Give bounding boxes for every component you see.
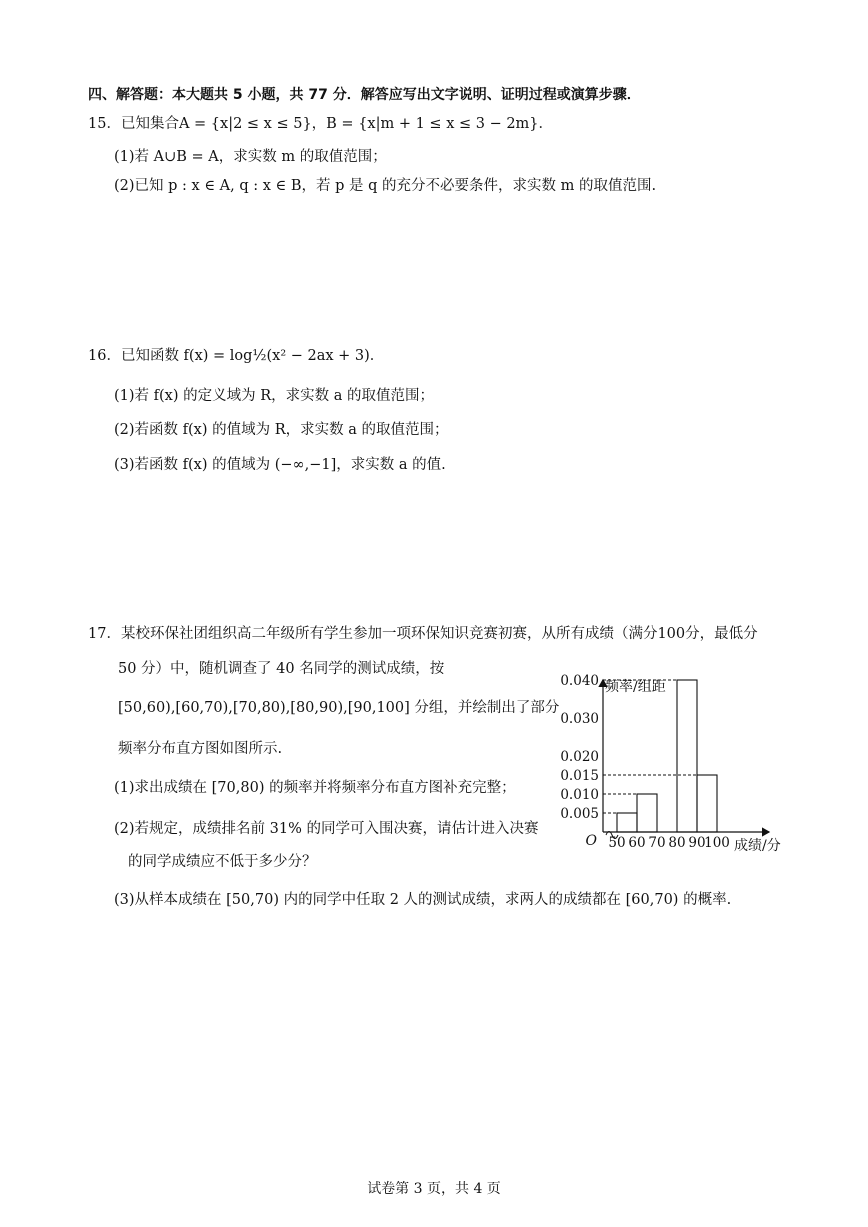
q15-part1: (1)若 A∪B = A，求实数 m 的取值范围； (114, 149, 387, 165)
q17-part1: (1)求出成绩在 [70,80) 的频率并将频率分布直方图补充完整； (114, 780, 516, 796)
y-tick-label: 0.040 (560, 673, 599, 689)
histogram-bar (617, 813, 637, 832)
x-tick-label: 100 (704, 835, 730, 851)
x-tick-label: 50 (608, 835, 626, 851)
x-tick-label: 60 (628, 835, 646, 851)
q17-stem-line2: 50 分）中，随机调查了 40 名同学的测试成绩，按 (118, 661, 445, 677)
q17-part2-line1: (2)若规定，成绩排名前 31% 的同学可入围决赛，请估计进入决赛 (114, 821, 539, 837)
histogram-bar (677, 680, 697, 832)
q17-stem-line4: 频率分布直方图如图所示. (118, 741, 283, 757)
y-tick-label: 0.005 (560, 806, 599, 822)
histogram-bar (637, 794, 657, 832)
y-tick-label: 0.020 (560, 749, 599, 765)
y-axis-title: 频率/组距 (605, 679, 666, 695)
y-tick-label: 0.015 (560, 768, 599, 784)
frequency-histogram (555, 672, 795, 860)
y-tick-label: 0.030 (560, 711, 599, 727)
histogram-bar (697, 775, 717, 832)
q17-stem-line1: 17．某校环保社团组织高二年级所有学生参加一项环保知识竞赛初赛，从所有成绩（满分100分，最低分 (88, 626, 758, 642)
q15-stem: 15．已知集合A = {x|2 ≤ x ≤ 5}，B = {x|m + 1 ≤ x ≤ 3 − 2m}． (88, 116, 554, 132)
q15-part2: (2)已知 p : x ∈ A, q : x ∈ B，若 p 是 q 的充分不必要条件，求实数 m 的取值范围. (114, 178, 657, 194)
q16-part1: (1)若 f(x) 的定义域为 R，求实数 a 的取值范围； (114, 388, 435, 404)
page-footer: 试卷第 3 页，共 4 页 (367, 1181, 501, 1197)
q16-part2: (2)若函数 f(x) 的值域为 R，求实数 a 的取值范围； (114, 422, 449, 438)
q17-part3: (3)从样本成绩在 [50,70) 内的同学中任取 2 人的测试成绩，求两人的成绩都在 [60,70) 的概率. (114, 892, 732, 908)
q17-stem-line3: [50,60),[60,70),[70,80),[80,90),[90,100] 分组，并绘制出了部分 (118, 700, 560, 716)
q16-stem: 16．已知函数 f(x) = log½(x² − 2ax + 3)． (88, 348, 385, 364)
q16-part3: (3)若函数 f(x) 的值域为 (−∞,−1]，求实数 a 的值. (114, 457, 446, 473)
x-tick-label: 70 (648, 835, 666, 851)
origin-label: O (585, 833, 597, 849)
y-tick-label: 0.010 (560, 787, 599, 803)
q17-part2-line2: 的同学成绩应不低于多少分？ (128, 854, 317, 870)
section-header: 四、解答题：本大题共 5 小题，共 77 分．解答应写出文字说明、证明过程或演算步骤． (88, 87, 641, 103)
x-tick-label: 80 (668, 835, 686, 851)
x-axis-title: 成绩/分 (734, 838, 781, 854)
x-tick-label: 90 (688, 835, 706, 851)
